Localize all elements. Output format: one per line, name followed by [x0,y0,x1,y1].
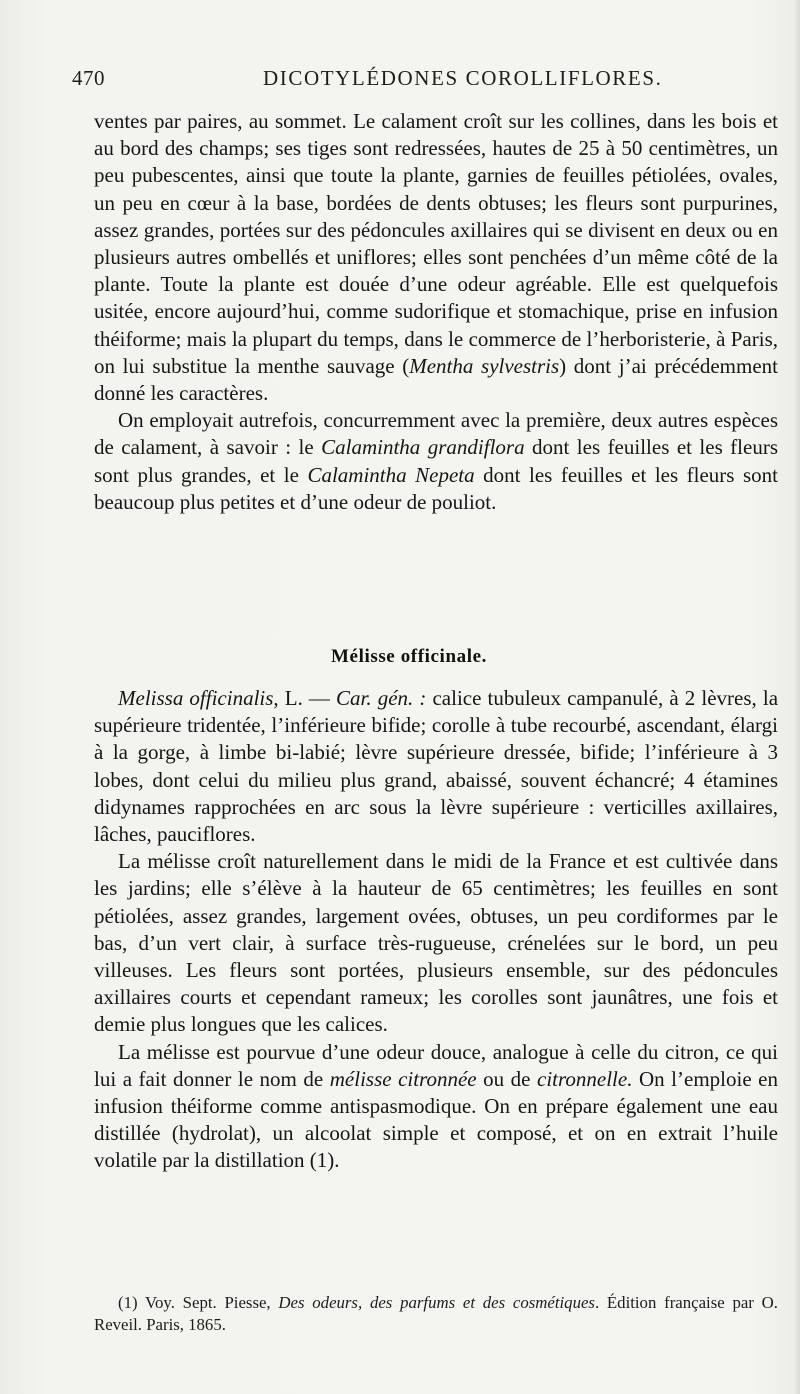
paragraph-melissa-characters [94,685,778,848]
page-header [72,66,742,94]
genus-characters-label: Car. gén. : [336,686,427,710]
paragraph-text: , L. — [273,686,337,710]
latin-name: Melissa officinalis [118,686,274,710]
footnote-text [94,1292,778,1336]
footnote [94,1292,778,1336]
paragraph-text: On employait autrefois, concurremment avec la première, deux autres espèces de calament, à savoir : le [94,408,778,460]
latin-name: Calamintha Nepeta [307,462,475,487]
latin-name: Calamintha grandiflora [321,435,525,460]
footnote-end: . Édition française par O. Reveil. Paris, 1865. [94,1293,778,1334]
paragraph-text: ventes par paires, au sommet. Le calament croît sur les collines, dans les bois et au bord des champs; ses tiges sont redressées, hautes de 25 à 50 centimètres, un peu pubescentes, ainsi que toute la plante, garnies de feuilles pétiolées, ovales, un peu en cœur à la base, bordées de dents obtuses; les fleurs sont purpurines, assez grandes, portées sur des pédoncules axillaires qui se divisent en deux ou en plusieurs autres ombellés et uniflores; elles sont penchées d’un même côté de la plante. Toute la plante est douée d’une odeur agréable. Elle est quelquefois usitée, encore aujourd’hui, comme sudorifique et stomachique, prise en infusion théiforme; mais la plupart du temps, dans le commerce de l’herboristerie, à Paris, on lui substitue la menthe sauvage ( [94,109,778,378]
common-name: citronnelle. [537,1066,633,1091]
reference-title: Des odeurs, des parfums et des cosmétiques [278,1293,595,1312]
scan-edge-shadow [794,0,800,1394]
latin-name: Mentha sylvestris [409,353,560,378]
footnote-start: (1) Voy. Sept. Piesse, [118,1293,279,1312]
paragraph-text-end: calice tubuleux campanulé, à 2 lèvres, la supérieure tridentée, l’inférieure bifide; corolle à tube recourbé, ascendant, élargi à la gorge, à limbe bi-labié; lèvre supérieure dressée, bifide; l’inférieure à 3 lobes, dont celui du milieu plus grand, abaissé, souvent échancré; 4 étamines didynames rapprochées en arc sous la lèvre supérieure : verticilles axillaires, lâches, pauciflores. [94,686,779,847]
running-head: DICOTYLÉDONES COROLLIFLORES. [263,66,663,90]
paragraph-calament-description [94,108,778,407]
common-name: mélisse citronnée [329,1066,477,1091]
paragraph-text-end: ) dont j’ai précédemment donné les caractères. [94,353,778,406]
page-number: 470 [72,66,105,90]
paragraph-text: ou de [476,1066,538,1091]
section-title: Mélisse officinale. [331,646,487,667]
paragraph-text-end: On l’emploie en infusion théiforme comme antispasmodique. On en prépare également une eau distillée (hydrolat), un alcoolat simple et composé, et on en extrait l’huile volatile par la distillation (1). [94,1066,778,1173]
paragraph-other-species [94,407,778,516]
paragraph-melissa-uses [94,1039,778,1175]
paragraph-text: La mélisse est pourvue d’une odeur douce, analogue à celle du citron, ce qui lui a fait donner le nom de [94,1039,778,1091]
main-text-block-2 [94,685,778,1175]
paragraph-melissa-habitat: La mélisse croît naturellement dans le midi de la France et est cultivée dans les jardins; elle s’élève à la hauteur de 65 centimètres; les feuilles en sont pétiolées, assez grandes, largement ovées, obtuses, un peu cordiformes par le bas, d’un vert clair, à surface très-rugueuse, crénelées sur le bord, un peu villeuses. Les fleurs sont portées, plusieurs ensemble, sur des pédoncules axillaires courts et cependant rameux; les corolles sont jaunâtres, une fois et demie plus longues que les calices. [94,849,778,1037]
paragraph-text-end: dont les feuilles et les fleurs sont beaucoup plus petites et d’une odeur de pouliot. [94,462,778,514]
main-text-block-1 [94,108,778,516]
paragraph-text: dont les feuilles et les fleurs sont plus grandes, et le [94,435,778,487]
